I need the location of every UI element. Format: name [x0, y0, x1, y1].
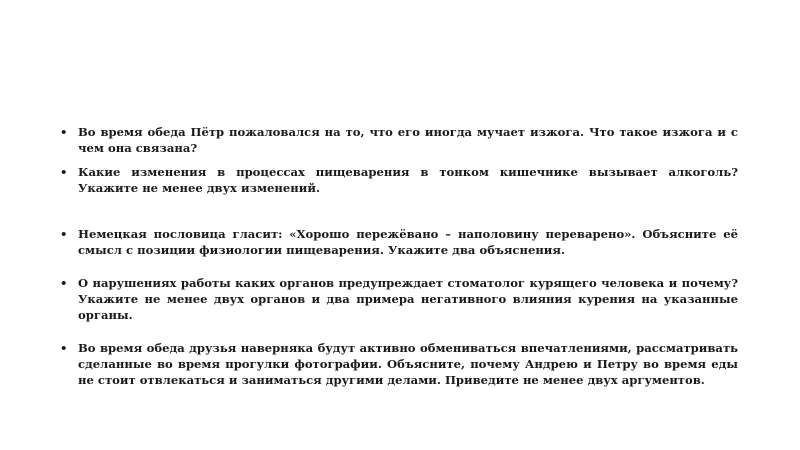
bullet-list [60, 124, 738, 388]
bullet-proverb-question: • Немецкая пословица гласит: «Хорошо пережёвано – наполовину переварено». Объясните её смысл с позиции физиологии пищеварения. Укажите два объяснения. [60, 226, 738, 258]
bullet-heartburn-question: • Во время обеда Пётр пожаловался на то, что его иногда мучает изжога. Что такое изжога и с чем она связана? [60, 124, 738, 156]
bullet-alcohol-question: • Какие изменения в процессах пищеварения в тонком кишечнике вызывает алкоголь? Укажите не менее двух изменений. [60, 164, 738, 196]
bullet-smoking-question: • О нарушениях работы каких органов предупреждает стоматолог курящего человека и почему? Укажите не менее двух органов и два примера негативного влияния курения на указанные органы. [60, 275, 738, 323]
bullet-distraction-question: • Во время обеда друзья наверняка будут активно обмениваться впечатлениями, рассматривать сделанные во время прогулки фотографии. Объясните, почему Андрею и Петру во время еды не стоит отвлекаться и заниматься другими делами. Приведите не менее двух аргументов. [60, 340, 738, 388]
